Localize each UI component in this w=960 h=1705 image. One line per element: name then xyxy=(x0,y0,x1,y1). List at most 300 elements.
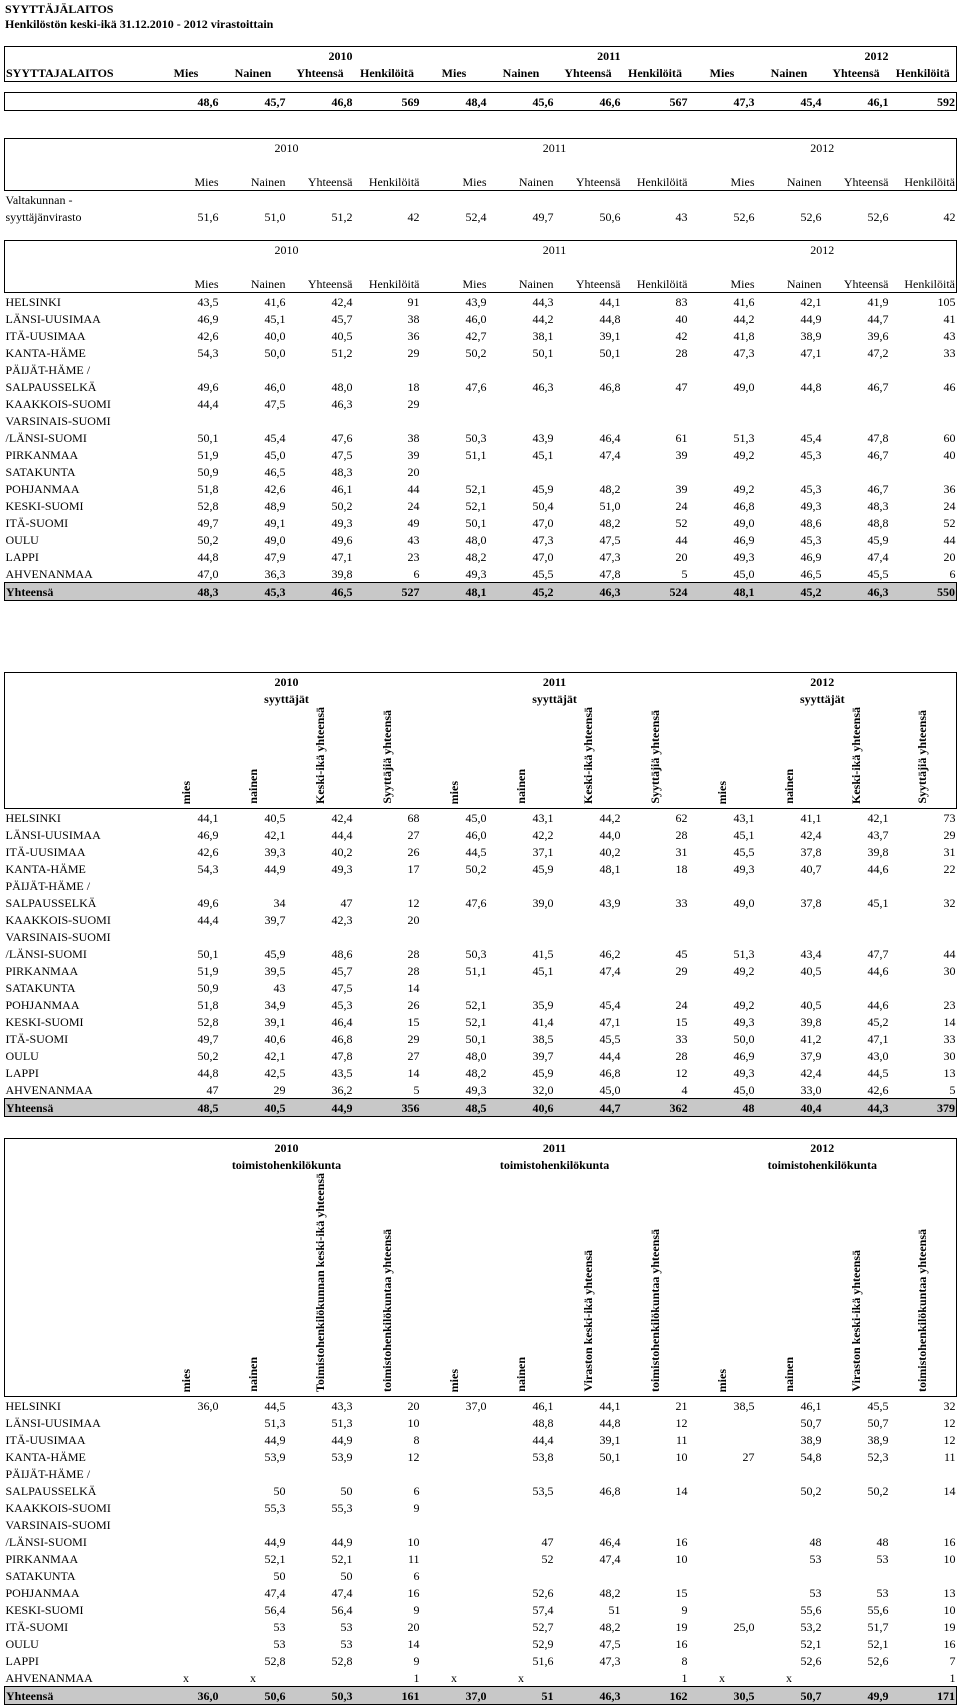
cell: 53,9 xyxy=(264,1449,286,1464)
cell: 48,3 xyxy=(867,499,889,513)
cell xyxy=(689,1567,756,1584)
cell: 47,5 xyxy=(264,397,286,411)
cell: 45,9 xyxy=(532,862,554,877)
cell xyxy=(823,911,890,928)
subtitle-2011: syyttäjät xyxy=(532,692,577,706)
cell: 38,9 xyxy=(800,329,822,343)
cell: 49,6 xyxy=(331,533,353,547)
total-cell: 48 xyxy=(689,1099,756,1117)
row-label: VARSINAIS-SUOMI xyxy=(5,414,111,428)
cell: 16 xyxy=(943,1636,956,1651)
total-label: Yhteensä xyxy=(5,1686,153,1704)
cell: 38 xyxy=(407,431,420,445)
cell: 38,1 xyxy=(532,329,554,343)
cell: 14 xyxy=(675,1483,688,1498)
cell: 41,1 xyxy=(800,811,822,826)
cell xyxy=(421,1448,488,1465)
cell: 55,3 xyxy=(331,1500,353,1515)
cell: 39 xyxy=(675,448,688,462)
cell: 40,5 xyxy=(331,329,353,343)
cell: 41,6 xyxy=(264,295,286,309)
cell: 28 xyxy=(407,947,420,962)
subtitle-2012: syyttäjät xyxy=(689,690,957,707)
table-row xyxy=(5,809,957,827)
cell: 45,3 xyxy=(800,448,822,462)
total-cell: 48,1 xyxy=(421,583,488,601)
row-label: PÄIJÄT-HÄME / xyxy=(5,1466,91,1481)
cell: 9 xyxy=(413,1500,420,1515)
cell xyxy=(689,1584,756,1601)
cell: 46,3 xyxy=(331,397,353,411)
cell: 40,0 xyxy=(264,329,286,343)
cell: 27 xyxy=(407,1049,420,1064)
cell: 47,3 xyxy=(733,346,755,360)
cell xyxy=(421,1652,488,1669)
cell: 61 xyxy=(675,431,688,445)
cell: 6 xyxy=(949,567,956,581)
row-label: AHVENANMAA xyxy=(5,1670,93,1685)
total-row xyxy=(5,583,957,601)
cell: 8 xyxy=(413,1432,420,1447)
cell: 13 xyxy=(943,1585,956,1600)
cell: 9 xyxy=(681,1602,688,1617)
cell xyxy=(153,1652,220,1669)
cell: 43 xyxy=(407,533,420,547)
row-label: KANTA-HÄME xyxy=(5,1449,86,1464)
table-row xyxy=(5,1618,957,1635)
total-cell: 40,6 xyxy=(488,1099,555,1117)
row-label-continuation xyxy=(5,928,957,945)
row-label: KESKI-SUOMI xyxy=(5,1015,84,1030)
total-cell: 36,0 xyxy=(153,1686,220,1704)
row-label: HELSINKI xyxy=(5,295,61,309)
cell: 10 xyxy=(675,1449,688,1464)
cell: 55,6 xyxy=(867,1602,889,1617)
cell: x xyxy=(518,1670,524,1685)
total-cell: 524 xyxy=(622,583,689,601)
cell: 47,4 xyxy=(599,1551,621,1566)
cell: 48,3 xyxy=(331,465,353,479)
cell: 47,3 xyxy=(599,1653,621,1668)
table-row xyxy=(5,1499,957,1516)
cell: 14 xyxy=(943,1015,956,1030)
cell: 52,1 xyxy=(465,1015,487,1030)
cell: 45,5 xyxy=(599,1032,621,1047)
cell: 36 xyxy=(407,329,420,343)
cell: 46,0 xyxy=(465,312,487,326)
row-label: POHJANMAA xyxy=(5,1585,80,1600)
total-cell: 40,4 xyxy=(756,1099,823,1117)
cell: 47,6 xyxy=(465,380,487,394)
cell: 45,1 xyxy=(532,448,554,462)
cell: 49,6 xyxy=(197,380,219,394)
cell: 15 xyxy=(675,1585,688,1600)
cell: 51,7 xyxy=(867,1619,889,1634)
cell: 47,5 xyxy=(599,533,621,547)
table-row xyxy=(5,1064,957,1081)
cell: 50,7 xyxy=(800,1415,822,1430)
cell: 52,6 xyxy=(867,1653,889,1668)
cell: 46,9 xyxy=(800,550,822,564)
cell: 44,4 xyxy=(599,1049,621,1064)
cell: 44,8 xyxy=(800,380,822,394)
cell: 38,5 xyxy=(733,1398,755,1413)
cell xyxy=(823,463,890,480)
row-label-continuation xyxy=(5,1465,957,1482)
cell: 12 xyxy=(407,1449,420,1464)
table-row xyxy=(5,446,957,463)
row-label: HELSINKI xyxy=(5,1398,61,1413)
cell: 42,4 xyxy=(331,811,353,826)
cell: 46,3 xyxy=(532,380,554,394)
cell: 46,9 xyxy=(733,1049,755,1064)
cell: 50,3 xyxy=(465,947,487,962)
total-row xyxy=(5,1099,957,1117)
column-header: Keski-ikä yhteensä xyxy=(580,707,595,805)
cell: 53 xyxy=(340,1636,353,1651)
cell: 44,2 xyxy=(733,312,755,326)
cell: 43,3 xyxy=(331,1398,353,1413)
cell: 47,0 xyxy=(532,550,554,564)
cell: 53,5 xyxy=(532,1483,554,1498)
total-cell: 45,3 xyxy=(220,583,287,601)
row-label: VARSINAIS-SUOMI xyxy=(5,930,111,945)
cell: 44,6 xyxy=(867,964,889,979)
cell: 52,7 xyxy=(532,1619,554,1634)
total-cell: 48,5 xyxy=(421,1099,488,1117)
table-row xyxy=(5,1567,957,1584)
cell: 47,3 xyxy=(599,550,621,564)
cell: 46,9 xyxy=(733,533,755,547)
year-2012: 2012 xyxy=(756,47,890,65)
rotated-header-row xyxy=(5,1173,957,1396)
document-title xyxy=(5,2,273,32)
column-header: nainen xyxy=(781,1357,796,1392)
cell: 45,9 xyxy=(867,533,889,547)
cell xyxy=(890,911,957,928)
row-label: OULU xyxy=(5,533,39,547)
cell xyxy=(622,1567,689,1584)
table-row xyxy=(5,1550,957,1567)
cell: 14 xyxy=(407,1066,420,1081)
cell: 44,8 xyxy=(599,1415,621,1430)
cell: 51,6 xyxy=(532,1653,554,1668)
cell: 46,1 xyxy=(331,482,353,496)
cell: 38,9 xyxy=(800,1432,822,1447)
cell: 46,0 xyxy=(264,380,286,394)
cell: 26 xyxy=(407,998,420,1013)
cell: 68 xyxy=(407,811,420,826)
cell: 40,6 xyxy=(264,1032,286,1047)
subtitle-2010: syyttäjät xyxy=(264,692,309,706)
cell: 41 xyxy=(943,312,956,326)
cell: 56,4 xyxy=(331,1602,353,1617)
cell: 39,1 xyxy=(599,1432,621,1447)
cell: 42,4 xyxy=(331,295,353,309)
total-cell: 45,2 xyxy=(488,583,555,601)
cell: x xyxy=(183,1670,189,1685)
cell: 47,1 xyxy=(331,550,353,564)
cell: 46,9 xyxy=(197,312,219,326)
cell: 44,0 xyxy=(599,828,621,843)
row-label-continuation xyxy=(5,361,957,378)
cell: 46,1 xyxy=(532,1398,554,1413)
cell: 49,3 xyxy=(331,516,353,530)
cell: 44 xyxy=(675,533,688,547)
cell: 14 xyxy=(407,1636,420,1651)
row-label: AHVENANMAA xyxy=(5,1083,93,1098)
cell: 45,7 xyxy=(331,312,353,326)
cell: 44,9 xyxy=(264,1432,286,1447)
cell: 40,2 xyxy=(331,845,353,860)
cell: 12 xyxy=(943,1415,956,1430)
cell xyxy=(756,979,823,996)
cell: 45,0 xyxy=(599,1083,621,1098)
cell: 44,4 xyxy=(532,1432,554,1447)
cell: 45,4 xyxy=(599,998,621,1013)
total-cell: 51 xyxy=(488,1686,555,1704)
cell: 51,3 xyxy=(733,947,755,962)
cell: 46 xyxy=(943,380,956,394)
cell: 54,8 xyxy=(800,1449,822,1464)
table-row xyxy=(5,979,957,996)
table-row xyxy=(5,531,957,548)
cell xyxy=(823,1669,890,1687)
column-header: mies xyxy=(714,780,729,805)
cell: 45,9 xyxy=(532,1066,554,1081)
cell: 50,0 xyxy=(733,1032,755,1047)
cell xyxy=(488,911,555,928)
cell: 43,9 xyxy=(465,295,487,309)
cell: 51 xyxy=(608,1602,621,1617)
cell: 50,2 xyxy=(197,1049,219,1064)
cell: 52,1 xyxy=(465,998,487,1013)
column-header: mies xyxy=(446,780,461,805)
cell: 51,1 xyxy=(465,448,487,462)
cell: 43,9 xyxy=(532,431,554,445)
total-cell: 44,3 xyxy=(823,1099,890,1117)
regional-staff-table: 2010 2011 2012 Mies Nainen Yhteensä Henkilöitä Mies Nainen Yhteensä Henkilöitä Mies Nainen Yhteensä Henkilöitä HELSINKI 43,5 41,6 42,4 91 43,9 44,3 44,1 83 41,6 42,1 41,9 105 LÄNSI-UUSIMAA 46,9 45,1 45,7 38 46,0 44,2 44,8 40 44,2 44,9 44,7 41 ITÄ-UUSIMAA 42,6 40,0 40,5 36 42,7 38,1 39,1 42 41,8 38,9 39,6 43 KANTA-HÄME 54,3 50,0 51,2 29 50,2 50,1 50,1 28 47,3 47,1 47,2 33 PÄIJÄT-HÄME / SALPAUSSELKÄ 49,6 46,0 48,0 18 47,6 46,3 46,8 47 49,0 44,8 46,7 46 KAAKKOIS-SUOMI 44,4 47,5 46,3 29 VARSINAIS-SUOMI /LÄNSI-SUOMI 50,1 45,4 47,6 38 50,3 43,9 46,4 61 51,3 45,4 47,8 60 PIRKANMAA 51,9 45,0 47,5 39 51,1 45,1 47,4 39 49,2 45,3 46,7 40 SATAKUNTA 50,9 46,5 48,3 20 POHJANMAA 51,8 42,6 46,1 44 52,1 45,9 48,2 39 49,2 45,3 46,7 36 KESKI-SUOMI 52,8 48,9 50,2 24 52,1 50,4 51,0 24 46,8 49,3 48,3 24 ITÄ-SUOMI 49,7 49,1 49,3 49 50,1 47,0 48,2 52 49,0 48,6 48,8 52 OULU 50,2 49,0 49,6 43 48,0 47,3 47,5 44 46,9 45,3 45,9 44 LAPPI 44,8 47,9 47,1 23 48,2 47,0 47,3 20 49,3 46,9 47,4 20 AHVENANMAA 47,0 36,3 39,8 6 49,3 45,5 47,8 5 45,0 46,5 45,5 6 Yhteensä 48,3 45,3 46,5 527 48,1 45,2 46,3 524 48,1 45,2 46,3 550 xyxy=(4,240,957,601)
cell: 91 xyxy=(407,295,420,309)
cell xyxy=(689,1601,756,1618)
table-row xyxy=(5,548,957,565)
cell: 50,7 xyxy=(867,1415,889,1430)
row-label: KANTA-HÄME xyxy=(5,346,86,360)
cell: 1 xyxy=(949,1670,956,1685)
cell: 47,4 xyxy=(331,1585,353,1600)
cell: 52,8 xyxy=(197,1015,219,1030)
cell: 48,2 xyxy=(465,1066,487,1081)
cell: 39,3 xyxy=(264,845,286,860)
cell: 46,1 xyxy=(800,1398,822,1413)
row-label: PIRKANMAA xyxy=(5,1551,79,1566)
cell xyxy=(689,1550,756,1567)
cell: 49,3 xyxy=(331,862,353,877)
cell: 32,0 xyxy=(532,1083,554,1098)
cell: 50,9 xyxy=(197,465,219,479)
cell: 49,0 xyxy=(264,533,286,547)
cell: 50,2 xyxy=(867,1483,889,1498)
cell: 48,0 xyxy=(465,533,487,547)
cell: 44,5 xyxy=(465,845,487,860)
cell: 14 xyxy=(407,981,420,996)
cell: 9 xyxy=(413,1602,420,1617)
valtakunnan-values-row: syyttäjänvirasto 51,6 51,0 51,2 42 52,4 49,7 50,6 43 52,6 52,6 52,6 42 xyxy=(5,210,956,224)
cell: 53 xyxy=(273,1619,286,1634)
cell: 47,1 xyxy=(599,1015,621,1030)
cell: 39,1 xyxy=(599,329,621,343)
cell: x xyxy=(786,1670,793,1685)
cell: 50 xyxy=(340,1568,353,1583)
total-cell: 48,3 xyxy=(153,583,220,601)
column-header: Keski-ikä yhteensä xyxy=(312,707,327,805)
table-row xyxy=(5,378,957,395)
cell: 45 xyxy=(675,947,688,962)
total-cell: 40,5 xyxy=(220,1099,287,1117)
cell: 48,6 xyxy=(331,947,353,962)
table-row xyxy=(5,911,957,928)
row-label: LAPPI xyxy=(5,1653,39,1668)
cell xyxy=(890,463,957,480)
cell: 57,4 xyxy=(532,1602,554,1617)
cell: 40,5 xyxy=(800,998,822,1013)
cell: 34,9 xyxy=(264,998,286,1013)
cell: 1 xyxy=(413,1670,420,1685)
cell xyxy=(823,979,890,996)
cell: 26 xyxy=(407,845,420,860)
cell: 10 xyxy=(675,1551,688,1566)
cell: 37,9 xyxy=(800,1049,822,1064)
cell: 44,9 xyxy=(800,312,822,326)
cell: 46,5 xyxy=(800,567,822,581)
cell: 24 xyxy=(943,499,956,513)
cell: 41,9 xyxy=(867,295,889,309)
cell xyxy=(421,1482,488,1499)
cell: 44,8 xyxy=(599,312,621,326)
cell: 20 xyxy=(407,1619,420,1634)
row-label: PIRKANMAA xyxy=(5,448,79,462)
cell xyxy=(622,395,689,412)
cell: 46,8 xyxy=(599,380,621,394)
cell: 53,9 xyxy=(331,1449,353,1464)
cell: 50,1 xyxy=(532,346,554,360)
cell: 20 xyxy=(407,913,420,928)
row-label: AHVENANMAA xyxy=(5,567,93,581)
cell: 49,2 xyxy=(733,482,755,496)
office-staff-table: 2010 2011 2012 toimistohenkilökunta toimistohenkilökunta toimistohenkilökunta mies nainen Toimistohenkilökunnan keski-ikä yhteensä toimistohenkilökuntaa yhteensä mies nainen Viraston keski-ikä yhteensä toimistohenkilökuntaa yhteensä mies nainen Viraston keski-ikä yhteensä toimistohenkilökuntaa yhteensä HELSINKI 36,0 44,5 43,3 20 37,0 46,1 44,1 21 38,5 46,1 45,5 32 LÄNSI-UUSIMAA 51,3 51,3 10 48,8 44,8 12 50,7 50,7 12 ITÄ-UUSIMAA 44,9 44,9 8 44,4 39,1 11 38,9 38,9 12 KANTA-HÄME 53,9 53,9 12 53,8 50,1 10 27 54,8 52,3 11 PÄIJÄT-HÄME / SALPAUSSELKÄ 50 50 6 53,5 46,8 14 50,2 50,2 14 KAAKKOIS-SUOMI 55,3 55,3 9 VARSINAIS-SUOMI /LÄNSI-SUOMI 44,9 44,9 10 47 46,4 16 48 48 16 PIRKANMAA 52,1 52,1 11 52 47,4 10 53 53 10 SATAKUNTA 50 50 6 POHJANMAA 47,4 47,4 16 52,6 48,2 15 53 53 13 KESKI-SUOMI 56,4 56,4 9 57,4 51 9 55,6 55,6 10 ITÄ-SUOMI 53 53 20 52,7 48,2 19 25,0 53,2 51,7 19 OULU 53 53 14 52,9 47,5 16 52,1 52,1 16 LAPPI 52,8 52,8 9 51,6 47,3 8 52,6 52,6 7 AHVENANMAA x x 1 x x 1 x x 1 Yhteensä 36,0 50,6 50,3 161 37,0 51 46,3 162 30,5 50,7 49,9 171 xyxy=(4,1138,957,1705)
cell: 50,3 xyxy=(465,431,487,445)
cell xyxy=(689,911,756,928)
total-cell: 44,9 xyxy=(287,1099,354,1117)
cell: 34 xyxy=(273,896,286,911)
cell: 45,4 xyxy=(800,431,822,445)
cell: 13 xyxy=(943,1066,956,1081)
cell: 33 xyxy=(675,896,688,911)
table-row xyxy=(5,843,957,860)
cell xyxy=(421,1601,488,1618)
cell: 49,3 xyxy=(733,1066,755,1081)
cell: 44 xyxy=(943,533,956,547)
cell: 33,0 xyxy=(800,1083,822,1098)
cell: 31 xyxy=(675,845,688,860)
year-header-row xyxy=(5,47,957,65)
cell xyxy=(421,1584,488,1601)
cell: 48,9 xyxy=(264,499,286,513)
cell: 47,0 xyxy=(532,516,554,530)
cell xyxy=(488,1567,555,1584)
column-header-row: Mies Nainen Yhteensä Henkilöitä Mies Nainen Yhteensä Henkilöitä Mies Nainen Yhteensä Henkilöitä xyxy=(5,275,957,293)
cell: 39,0 xyxy=(532,896,554,911)
cell: 41,4 xyxy=(532,1015,554,1030)
cell: 48,2 xyxy=(599,1585,621,1600)
cell: 12 xyxy=(407,896,420,911)
cell: 49,1 xyxy=(264,516,286,530)
cell xyxy=(689,1652,756,1669)
row-label: KAAKKOIS-SUOMI xyxy=(5,913,111,928)
cell: 44,9 xyxy=(264,1534,286,1549)
cell: 39,8 xyxy=(331,567,353,581)
cell: 8 xyxy=(681,1653,688,1668)
row-label: LAPPI xyxy=(5,1066,39,1081)
cell: 45,7 xyxy=(331,964,353,979)
table-row xyxy=(5,1584,957,1601)
cell: 32 xyxy=(943,896,956,911)
row-label: /LÄNSI-SUOMI xyxy=(5,431,87,445)
cell: 40,2 xyxy=(599,845,621,860)
cell: 44,1 xyxy=(599,1398,621,1413)
cell: 44,7 xyxy=(867,312,889,326)
cell xyxy=(555,1669,622,1687)
cell: 45,5 xyxy=(733,845,755,860)
cell: 28 xyxy=(675,1049,688,1064)
cell xyxy=(555,911,622,928)
table-row xyxy=(5,996,957,1013)
cell: 41,2 xyxy=(800,1032,822,1047)
cell xyxy=(153,1431,220,1448)
cell: 50,9 xyxy=(197,981,219,996)
column-header-row: Mies Nainen Yhteensä Henkilöitä Mies Nainen Yhteensä Henkilöitä Mies Nainen Yhteensä Henkilöitä xyxy=(5,173,957,191)
column-header: Viraston keski-ikä yhteensä xyxy=(848,1250,863,1392)
cell: 49 xyxy=(407,516,420,530)
cell xyxy=(153,1567,220,1584)
cell: 47,1 xyxy=(800,346,822,360)
row-label: POHJANMAA xyxy=(5,482,80,496)
cell: 52,6 xyxy=(800,1653,822,1668)
cell xyxy=(890,1499,957,1516)
column-header: toimistohenkilökuntaa yhteensä xyxy=(647,1228,662,1392)
cell: 7 xyxy=(949,1653,956,1668)
cell: 46,5 xyxy=(264,465,286,479)
cell: 28 xyxy=(675,346,688,360)
cell: 29 xyxy=(273,1083,286,1098)
cell xyxy=(622,911,689,928)
cell: 45,0 xyxy=(733,567,755,581)
cell xyxy=(153,1448,220,1465)
cell: 56,4 xyxy=(264,1602,286,1617)
cell: 45,1 xyxy=(733,828,755,843)
cell: 46,7 xyxy=(867,482,889,496)
cell: 50,1 xyxy=(599,346,621,360)
cell: 15 xyxy=(407,1015,420,1030)
cell xyxy=(689,1482,756,1499)
cell: 47,5 xyxy=(331,448,353,462)
cell: 50,2 xyxy=(197,533,219,547)
total-cell: 46,3 xyxy=(823,583,890,601)
row-label: LAPPI xyxy=(5,550,39,564)
column-header: toimistohenkilökuntaa yhteensä xyxy=(379,1228,394,1392)
total-label: Yhteensä xyxy=(5,1099,153,1117)
table-row xyxy=(5,293,957,311)
